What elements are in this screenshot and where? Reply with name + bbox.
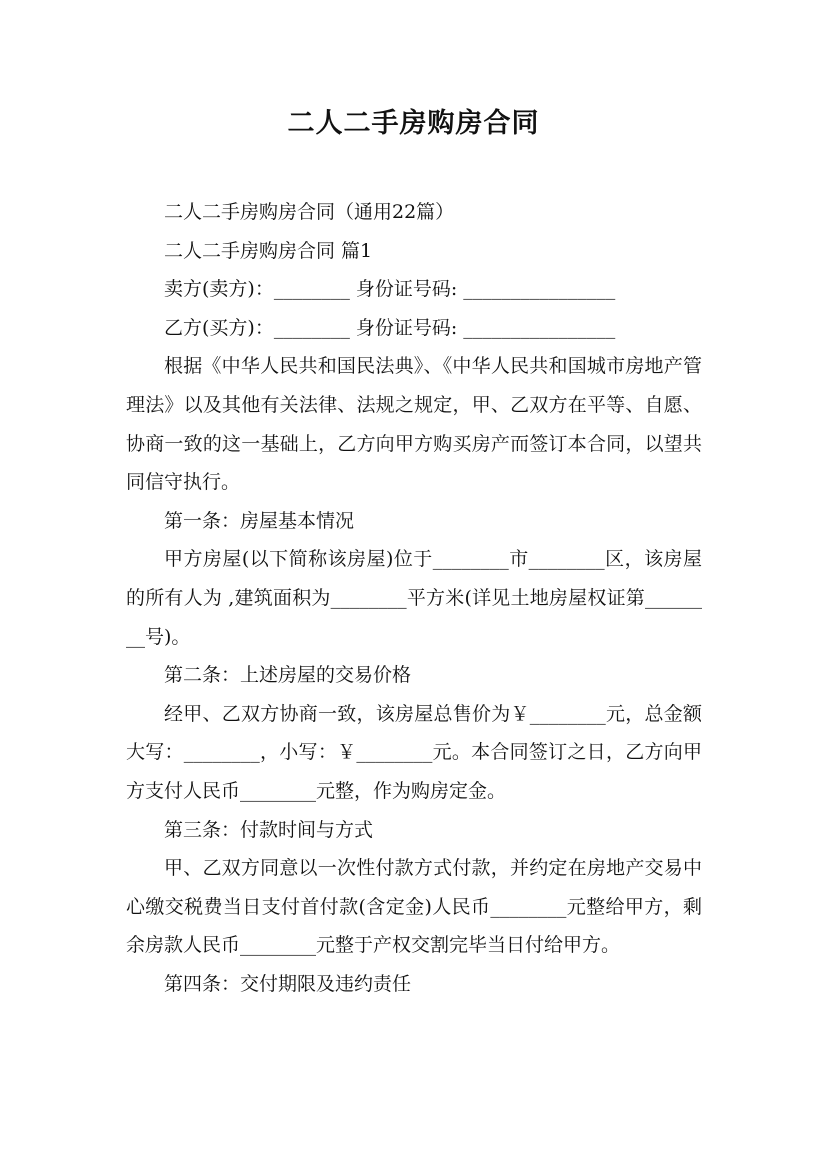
article-1-heading: 第一条：房屋基本情况 (164, 509, 355, 532)
article-2-heading: 第二条：上述房屋的交易价格 (164, 664, 412, 687)
article-4-heading: 第四条：交付期限及违约责任 (164, 972, 412, 995)
document-body (126, 193, 702, 1003)
article-3-heading: 第三条：付款时间与方式 (164, 818, 374, 841)
article-1-paragraph: 甲方房屋(以下简称该房屋)位于________市________区，该房屋的所有人为 ,建筑面积为________平方米(详见土地房屋权证第________号)。 (126, 548, 702, 648)
seller-info-line: 卖方(卖方)：________ 身份证号码: ________________ (164, 278, 616, 301)
preamble-paragraph: 根据《中华人民共和国民法典》、《中华人民共和国城市房地产管理法》以及其他有关法律、法规之规定，甲、乙双方在平等、自愿、协商一致的这一基础上，乙方向甲方购买房产而签订本合同，以望共同信守执行。 (126, 355, 702, 494)
section-heading-part-1: 二人二手房购房合同 篇1 (164, 239, 373, 262)
article-2-paragraph: 经甲、乙双方协商一致，该房屋总售价为￥________元，总金额大写：________，小写：￥________元。本合同签订之日，乙方向甲方支付人民币________元整，作为购房定金。 (126, 702, 702, 802)
buyer-info-line: 乙方(买方)：________ 身份证号码: ________________ (164, 316, 616, 339)
document-subtitle: 二人二手房购房合同（通用22篇） (164, 201, 455, 223)
article-3-paragraph: 甲、乙双方同意以一次性付款方式付款，并约定在房地产交易中心缴交税费当日支付首付款(含定金)人民币________元整给甲方，剩余房款人民币________元整于产权交割完毕当日付给甲方。 (126, 857, 702, 957)
document-title: 二人二手房购房合同 (287, 108, 540, 139)
